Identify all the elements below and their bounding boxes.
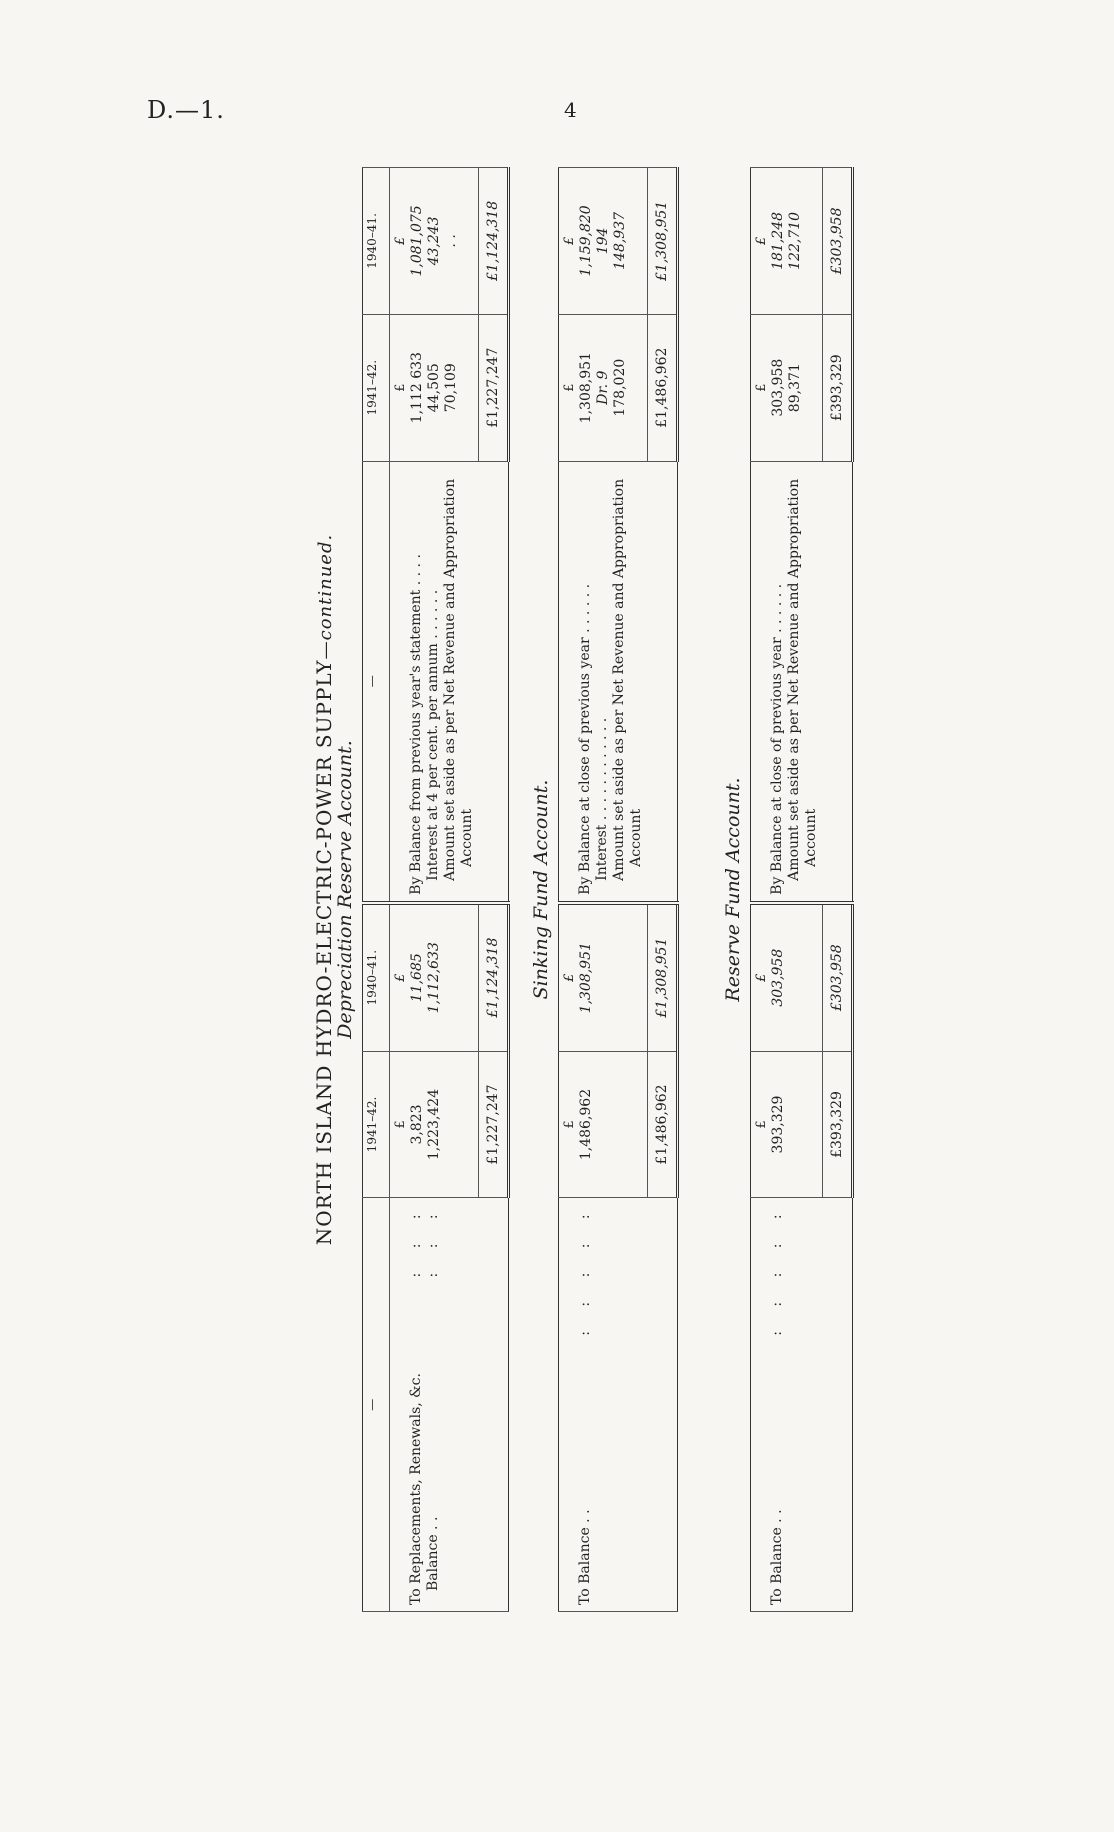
- credit-desc: By Balance from previous year's statement . . . . Interest at 4 per cent. per annum . . . . . . Amount set aside as per Net Revenue and Appropriation Account: [390, 461, 479, 903]
- credit-total-y2: £1,124,318: [478, 168, 508, 315]
- debit-total-y2: £303,958: [822, 903, 852, 1051]
- debit-desc: To Replacements, Renewals, &c. : : : Balance . . : : :: [390, 1198, 479, 1612]
- debit-y1: £ 393,329: [751, 1051, 823, 1198]
- page-title-main: NORTH ISLAND HYDRO-ELECTRIC-POWER SUPPLY: [312, 659, 336, 1246]
- debit-total-y2: £1,124,318: [478, 903, 508, 1051]
- credit-y2: £ 1,081,075 43,243 . .: [390, 168, 479, 315]
- totals-row: [478, 168, 508, 1612]
- rotated-page-content: [312, 167, 912, 1612]
- debit-total-y1: £1,227,247: [478, 1051, 508, 1198]
- totals-row: [822, 168, 852, 1612]
- credit-desc: By Balance at close of previous year . . . . . . Amount set aside as per Net Revenue and Appropriation Account: [751, 461, 823, 903]
- page-number: 4: [564, 98, 577, 122]
- credit-y1: £ 303,958 89,371: [751, 314, 823, 461]
- credit-y1: £ 1,112 633 44,505 70,109: [390, 314, 479, 461]
- debit-total-y1: £393,329: [822, 1051, 852, 1198]
- debit-y2: £ 11,685 1,112,633: [390, 903, 479, 1051]
- header-desc-credit: —: [363, 461, 390, 903]
- page-title-continued: —continued.: [315, 533, 336, 660]
- sinking-table: [558, 167, 679, 1612]
- header-y1-debit: 1941–42.: [363, 1051, 390, 1198]
- credit-y2: £ 181,248 122,710: [751, 168, 823, 315]
- totals-row: [647, 168, 677, 1612]
- debit-desc: To Balance . . : : : : :: [751, 1198, 823, 1612]
- header-desc-debit: —: [363, 1198, 390, 1612]
- credit-total-y1: £1,227,247: [478, 314, 508, 461]
- debit-y2: £ 303,958: [751, 903, 823, 1051]
- debit-y1: £ 1,486,962: [559, 1051, 648, 1198]
- reserve-title: Reserve Fund Account.: [722, 777, 744, 1002]
- depreciation-title: Depreciation Reserve Account.: [334, 740, 356, 1039]
- header-y1-credit: 1941–42.: [363, 314, 390, 461]
- debit-total-y1: £1,486,962: [647, 1051, 677, 1198]
- body-row: [559, 168, 648, 1612]
- reserve-table: [750, 167, 854, 1612]
- credit-total-y2: £1,308,951: [647, 168, 677, 315]
- debit-y1: £ 3,823 1,223,424: [390, 1051, 479, 1198]
- document-reference: D.—1.: [147, 96, 225, 124]
- body-row: [390, 168, 479, 1612]
- credit-y1: £ 1,308,951 Dr. 9 178,020: [559, 314, 648, 461]
- body-row: [751, 168, 823, 1612]
- credit-total-y2: £303,958: [822, 168, 852, 315]
- sinking-title: Sinking Fund Account.: [530, 779, 552, 1000]
- credit-total-y1: £393,329: [822, 314, 852, 461]
- header-y2-debit: 1940–41.: [363, 903, 390, 1051]
- header-y2-credit: 1940–41.: [363, 168, 390, 315]
- credit-total-y1: £1,486,962: [647, 314, 677, 461]
- debit-desc: To Balance . . : : : : :: [559, 1198, 648, 1612]
- debit-y2: £ 1,308,951: [559, 903, 648, 1051]
- page-title: [312, 167, 336, 1612]
- debit-total-y2: £1,308,951: [647, 903, 677, 1051]
- credit-y2: £ 1,159,820 194 148,937: [559, 168, 648, 315]
- credit-desc: By Balance at close of previous year . . . . . . Interest . . . . . . . . . . . . Amount set aside as per Net Revenue and Appropriation Account: [559, 461, 648, 903]
- depreciation-table: [362, 167, 510, 1612]
- header-row: [363, 168, 390, 1612]
